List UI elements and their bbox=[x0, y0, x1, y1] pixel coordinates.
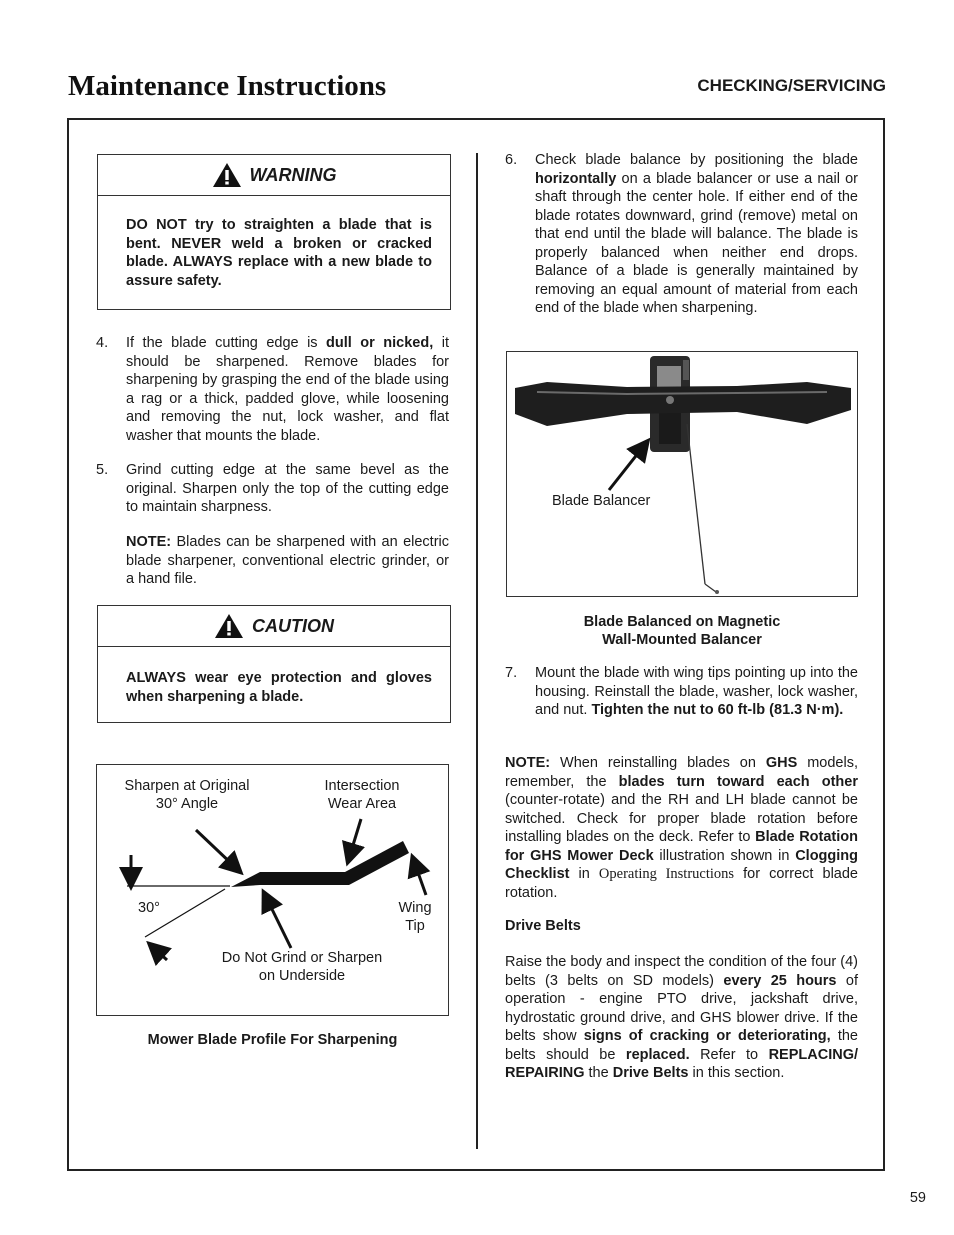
step-7-bold: Tighten the nut to 60 ft-lb (81.3 N·m). bbox=[591, 702, 844, 718]
warning-label: WARNING bbox=[249, 164, 337, 185]
drive-belts-b3: replaced. bbox=[625, 1046, 690, 1063]
warning-header bbox=[98, 155, 450, 196]
drive-belts-b2: signs of cracking or deteriorating, bbox=[583, 1028, 831, 1044]
step-5-note bbox=[126, 533, 449, 589]
ghs-note-b2: blades turn toward each other bbox=[618, 773, 858, 790]
warning-triangle-icon bbox=[214, 613, 244, 639]
drive-belts-t6: in this section. bbox=[688, 1065, 785, 1081]
ghs-note-t2: models, remember, the bbox=[505, 755, 858, 790]
ghs-note bbox=[505, 754, 858, 902]
photo-caption-line2: Wall-Mounted Balancer bbox=[602, 632, 762, 648]
step-number: 6. bbox=[505, 152, 518, 168]
caution-label: CAUTION bbox=[252, 615, 334, 636]
drive-belts-t4: Refer to bbox=[689, 1046, 769, 1063]
step-6-pre: Check blade balance by positioning the blade bbox=[535, 152, 858, 168]
step-4-post: it should be sharpened. Remove blades for sharpening by grasping the end of the blade using a rag or a thick, padded glove, while loosening and removing the nut, lock washer, and flat washer that mounts the blade. bbox=[126, 335, 449, 444]
step-6-post: on a blade balancer or use a nail or shaft through the center hole. If either end of the blade rotates downward, grind (remove) metal on that end until the blade will balance. The blade is properly balanced when neither end drops. Balance of a blade is generally maintained by removing an equal amount of material from each end of the blade when sharpening. bbox=[535, 170, 858, 316]
balancer-illustration bbox=[507, 352, 856, 595]
drive-belts-t3: the belts should be bbox=[505, 1028, 858, 1063]
ghs-note-t4: illustration shown in bbox=[653, 847, 796, 864]
page-number: 59 bbox=[909, 1190, 926, 1206]
drive-belts-text bbox=[505, 953, 858, 1083]
label-blade-balancer: Blade Balancer bbox=[552, 493, 651, 509]
warning-text: DO NOT try to straighten a blade that is bent. NEVER weld a broken or cracked blade. ALWAYS replace with a new blade to assure safety. bbox=[126, 217, 432, 289]
balance-wire bbox=[687, 424, 705, 584]
drive-belts-b5: Drive Belts bbox=[612, 1065, 689, 1081]
drive-belts-t1: Raise the body and inspect the condition of the four (4) belts (3 belts on SD models) bbox=[505, 954, 858, 989]
profile-caption: Mower Blade Profile For Sharpening bbox=[147, 1032, 398, 1048]
ghs-note-b4: Clogging Checklist bbox=[505, 847, 859, 882]
warning-triangle-icon bbox=[212, 162, 242, 188]
caution-box bbox=[97, 605, 451, 723]
column-divider bbox=[476, 153, 478, 1149]
caution-text: ALWAYS wear eye protection and gloves when sharpening a blade. bbox=[126, 670, 432, 705]
ghs-note-serif: Operating Instructions bbox=[598, 866, 735, 882]
sharpen-arrow bbox=[196, 830, 235, 867]
label-wing-tip: Wing Tip bbox=[398, 900, 432, 934]
step-4-pre: If the blade cutting edge is bbox=[126, 335, 327, 351]
underside-arrow bbox=[267, 899, 291, 948]
label-30-degree: 30° bbox=[138, 900, 160, 916]
drive-belts-t2: of operation - engine PTO drive, jackshaft drive, hydrostatic ground drive, and GHS blower drive. If the belts show bbox=[505, 972, 858, 1044]
label-underside: Do Not Grind or Sharpen on Underside bbox=[221, 950, 383, 984]
step-7-text bbox=[535, 664, 858, 720]
ghs-note-label: NOTE: bbox=[505, 755, 551, 771]
drive-belts-t5: the bbox=[584, 1065, 613, 1081]
step-number: 7. bbox=[505, 665, 518, 681]
step-6-bold: horizontally bbox=[535, 170, 617, 187]
blade-profile-diagram bbox=[96, 764, 449, 1016]
ghs-note-t3: (counter-rotate) and the RH and LH blade cannot be switched. Check for proper blade rotation before installing blades on the deck. Refer to bbox=[505, 792, 858, 845]
step-number: 4. bbox=[96, 335, 109, 351]
note-label: NOTE: bbox=[126, 534, 172, 550]
page-title: Maintenance Instructions bbox=[68, 70, 387, 102]
section-heading: CHECKING/SERVICING bbox=[697, 76, 886, 95]
label-intersection: Intersection Wear Area bbox=[324, 778, 400, 812]
ghs-note-t1: When reinstalling blades on bbox=[550, 755, 766, 771]
step-4-bold: dull or nicked, bbox=[326, 335, 434, 351]
ghs-note-b3: Blade Rotation for GHS Mower Deck bbox=[505, 829, 859, 864]
label-sharpen-angle: Sharpen at Original 30° Angle bbox=[124, 778, 250, 812]
blade-profile-shape bbox=[231, 841, 409, 887]
ghs-note-t6: for correct blade rotation. bbox=[505, 866, 858, 901]
balancer-arrow bbox=[609, 447, 643, 490]
step-5-text: Grind cutting edge at the same bevel as the original. Sharpen only the top of the cutting edge to maintain sharpness. bbox=[126, 462, 449, 515]
warning-box bbox=[97, 154, 451, 310]
step-6-text bbox=[535, 151, 858, 318]
lower-left-arrow bbox=[155, 949, 167, 960]
step-4-text bbox=[126, 334, 449, 445]
step-7-plain: Mount the blade with wing tips pointing up into the housing. Reinstall the blade, washer, lock washer, and nut. bbox=[535, 665, 858, 718]
drive-belts-heading: Drive Belts bbox=[505, 918, 581, 934]
blade-balancer-photo bbox=[506, 351, 858, 597]
ghs-note-t5: in bbox=[569, 866, 599, 882]
wing-tip-arrow bbox=[415, 864, 426, 895]
note-text: Blades can be sharpened with an electric blade sharpener, conventional electric grinder, or a hand file. bbox=[126, 534, 449, 587]
ghs-note-b1: GHS bbox=[765, 755, 798, 771]
drive-belts-b4: REPLACING/ REPAIRING bbox=[505, 1046, 858, 1081]
photo-caption-line1: Blade Balanced on Magnetic bbox=[583, 614, 781, 630]
caution-header bbox=[98, 606, 450, 647]
intersection-arrow bbox=[350, 819, 361, 855]
photo-caption bbox=[506, 613, 858, 649]
step-number: 5. bbox=[96, 462, 109, 478]
drive-belts-b1: every 25 hours bbox=[723, 972, 837, 989]
